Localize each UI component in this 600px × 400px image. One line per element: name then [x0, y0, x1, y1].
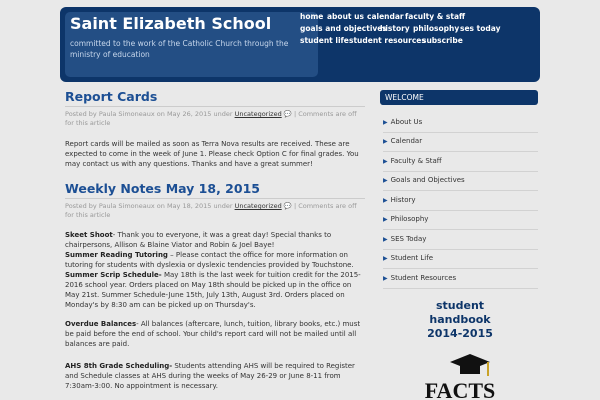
- sidebar-item-label: Philosophy: [390, 215, 429, 223]
- sidebar-item-calendar[interactable]: [383, 137, 538, 145]
- note-label: Summer Scrip Schedule-: [65, 271, 162, 279]
- nav-ses-today[interactable]: ses today: [460, 24, 501, 33]
- post-body: Report cards will be mailed as soon as Terra Nova results are received. These are expected to come in the week of June 1. Please check Option C for final grades. You may contact us with any questions. Thanks and have a great summer!: [65, 140, 359, 168]
- sidebar-item-label: History: [390, 196, 416, 204]
- note-item: [65, 250, 365, 270]
- nav-student-resources[interactable]: student resources: [349, 36, 426, 45]
- sidebar-item-label: About Us: [390, 118, 423, 126]
- sidebar-item-label: Student Resources: [390, 274, 457, 282]
- nav-faculty-staff[interactable]: faculty & staff: [405, 12, 466, 21]
- arrow-right-icon: ▶: [383, 255, 388, 262]
- note-text: May 18th is the last week for tuition credit for the 2015-2016 school year. Orders placed on May 18th should be picked up in the office on May 21st. Summer Schedule-June 15th, July 13th, August 3rd. Orders placed on Monday's by 8:30 am can be picked up on Thursday's.: [65, 271, 361, 309]
- sidebar-item-faculty-staff[interactable]: [383, 157, 538, 165]
- note-item: [65, 270, 365, 310]
- post-notes-block: [65, 230, 365, 310]
- arrow-right-icon: ▶: [383, 138, 388, 145]
- post-meta: [65, 110, 365, 128]
- divider: [383, 268, 538, 269]
- arrow-right-icon: ▶: [383, 216, 388, 223]
- divider: [383, 132, 538, 133]
- divider: [383, 210, 538, 211]
- divider: [383, 288, 538, 289]
- handbook-line[interactable]: handbook: [429, 313, 491, 326]
- note-text: Students attending AHS will be required to Register and Schedule classes at AHS during the weeks of May 26-29 or June 8-11 from 7:30am-3:00. No appointment is necessary.: [65, 362, 355, 390]
- post-meta-prefix: Posted by Paula Simoneaux on May 26, 2015 under: [65, 110, 233, 118]
- post-meta-suffix: | Comments are off for this article: [65, 202, 357, 219]
- post-title[interactable]: Weekly Notes May 18, 2015: [65, 181, 260, 196]
- note-item: [65, 319, 365, 349]
- divider: [383, 249, 538, 250]
- note-text: - Thank you to everyone, it was a great day! Special thanks to chairpersons, Allison & Blaine Viator and Robin & Joel Baye!: [65, 231, 332, 249]
- nav-about-us[interactable]: about us: [327, 12, 364, 21]
- note-label: AHS 8th Grade Scheduling-: [65, 362, 173, 370]
- site-description: committed to the work of the Catholic Church through the ministry of education: [70, 39, 289, 59]
- sidebar-item-label: Goals and Objectives: [390, 176, 465, 184]
- nav-home[interactable]: home: [300, 12, 324, 21]
- sidebar-heading: [380, 90, 538, 105]
- handbook-line[interactable]: student: [435, 299, 485, 312]
- divider: [383, 190, 538, 191]
- sidebar-item-student-resources[interactable]: [383, 274, 538, 282]
- note-item: [65, 230, 365, 250]
- post-meta: [65, 202, 365, 220]
- arrow-right-icon: ▶: [383, 236, 388, 243]
- arrow-right-icon: ▶: [383, 177, 388, 184]
- nav-subscribe[interactable]: subscribe: [422, 36, 463, 45]
- facts-logo[interactable]: [405, 350, 515, 400]
- sidebar-item-label: Student Life: [390, 254, 434, 262]
- note-label: Skeet Shoot: [65, 231, 113, 239]
- divider: [65, 198, 365, 199]
- comment-icon: 💬: [283, 202, 292, 210]
- divider: [65, 106, 365, 107]
- note-item: [65, 361, 365, 391]
- category-link[interactable]: Uncategorized: [234, 110, 282, 118]
- sidebar-item-history[interactable]: [383, 196, 538, 204]
- note-label: Summer Reading Tutoring: [65, 251, 168, 259]
- divider: [383, 171, 538, 172]
- arrow-right-icon: ▶: [383, 197, 388, 204]
- sidebar-item-about-us[interactable]: [383, 118, 538, 126]
- site-title[interactable]: Saint Elizabeth School: [70, 14, 272, 33]
- post-meta-prefix: Posted by Paula Simoneaux on May 18, 2015 under: [65, 202, 233, 210]
- note-label: Overdue Balances: [65, 320, 137, 328]
- post-meta-suffix: | Comments are off for this article: [65, 110, 357, 127]
- divider: [383, 151, 538, 152]
- sidebar-item-label: Faculty & Staff: [390, 157, 442, 165]
- nav-student-life[interactable]: student life: [300, 36, 349, 45]
- arrow-right-icon: ▶: [383, 275, 388, 282]
- divider: [383, 229, 538, 230]
- sidebar-heading-label: WELCOME: [385, 93, 424, 102]
- post-title[interactable]: Report Cards: [65, 89, 158, 104]
- sidebar-item-ses-today[interactable]: [383, 235, 538, 243]
- nav-philosophy[interactable]: philosophy: [413, 24, 460, 33]
- category-link[interactable]: Uncategorized: [234, 202, 282, 210]
- sidebar-item-student-life[interactable]: [383, 254, 538, 262]
- note-text: – Please contact the office for more information on tutoring for students with dyslexia or dyslexic tendencies provided by Touchstone.: [65, 251, 354, 269]
- nav-history[interactable]: history: [380, 24, 410, 33]
- sidebar-item-philosophy[interactable]: [383, 215, 538, 223]
- sidebar-item-label: Calendar: [390, 137, 423, 145]
- sidebar-item-goals[interactable]: [383, 176, 538, 184]
- logo-text: FACTS: [424, 378, 496, 400]
- nav-goals[interactable]: goals and objectives: [300, 24, 387, 33]
- arrow-right-icon: ▶: [383, 158, 388, 165]
- comment-icon: 💬: [283, 110, 292, 118]
- handbook-line[interactable]: 2014-2015: [427, 327, 493, 340]
- note-text: - All balances (aftercare, lunch, tuition, library books, etc.) must be paid before the end of school. Your child's report card will not be mailed until all balances are paid.: [65, 320, 361, 348]
- cap-base: [460, 364, 480, 374]
- sidebar-item-label: SES Today: [390, 235, 427, 243]
- arrow-right-icon: ▶: [383, 119, 388, 126]
- nav-calendar[interactable]: calendar: [367, 12, 404, 21]
